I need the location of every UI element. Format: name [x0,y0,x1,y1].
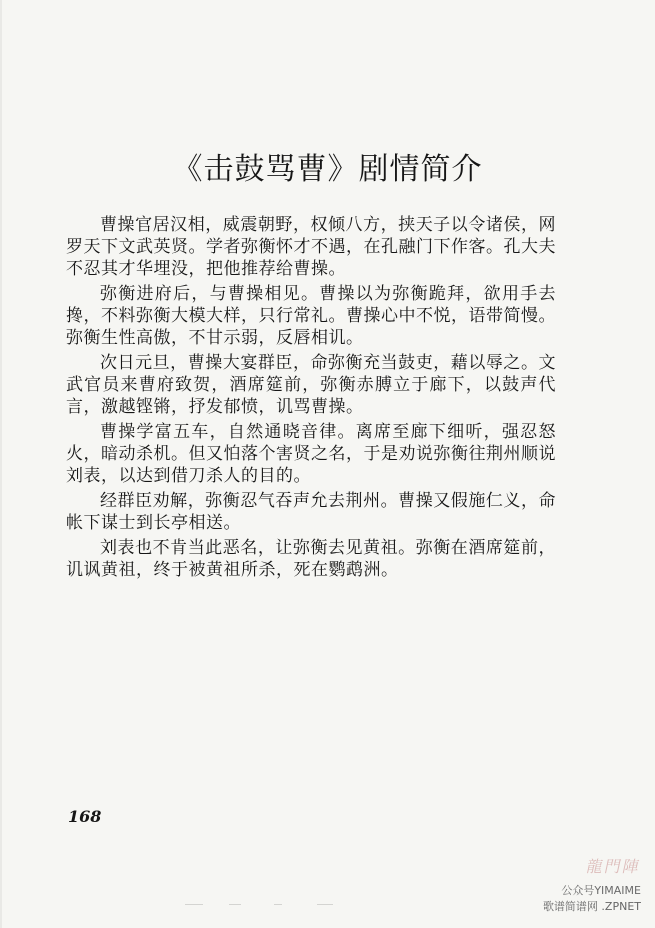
watermark [523,854,641,916]
paragraph-2: 弥衡进府后，与曹操相见。曹操以为弥衡跪拜，欲用手去搀，不料弥衡大模大样，只行常礼。曹操心中不悦，语带简慢。弥衡生性高傲，不甘示弱，反唇相讥。 [66,284,556,348]
paragraph-5: 经群臣劝解，弥衡忍气吞声允去荆州。曹操又假施仁义，命帐下谋士到长亭相送。 [66,491,556,533]
watermark-line-2: 歌谱简谱网 .ZPNET [542,900,641,913]
page-edge-shadow [0,0,2,928]
paragraph-1: 曹操官居汉相，威震朝野，权倾八方，挟天子以令诸侯，网罗天下文武英贤。学者弥衡怀才不遇，在孔融门下作客。孔大夫不忍其才华埋没，把他推荐给曹操。 [66,215,556,279]
watermark-line-1: 公众号YIMAIME [561,884,641,897]
paragraph-3: 次日元旦，曹操大宴群臣，命弥衡充当鼓吏，藉以辱之。文武官员来曹府致贺，酒席筵前，弥衡赤膊立于廊下，以鼓声代言，激越铿锵，抒发郁愤，讥骂曹操。 [66,353,556,417]
paragraph-6: 刘表也不肯当此恶名，让弥衡去见黄祖。弥衡在酒席筵前，讥讽黄祖，终于被黄祖所杀，死在鹦鹉洲。 [66,538,556,580]
document-title: 《击鼓骂曹》剧情简介 [172,152,483,187]
body-text [66,214,556,581]
scan-noise [185,904,375,912]
watermark-logo: 龍門陣 [584,857,643,876]
paragraph-4: 曹操学富五车，自然通晓音律。离席至廊下细听，强忍怒火，暗动杀机。但又怕落个害贤之名，于是劝说弥衡往荆州顺说刘表，以达到借刀杀人的目的。 [66,422,556,486]
page-number: 168 [68,807,102,826]
